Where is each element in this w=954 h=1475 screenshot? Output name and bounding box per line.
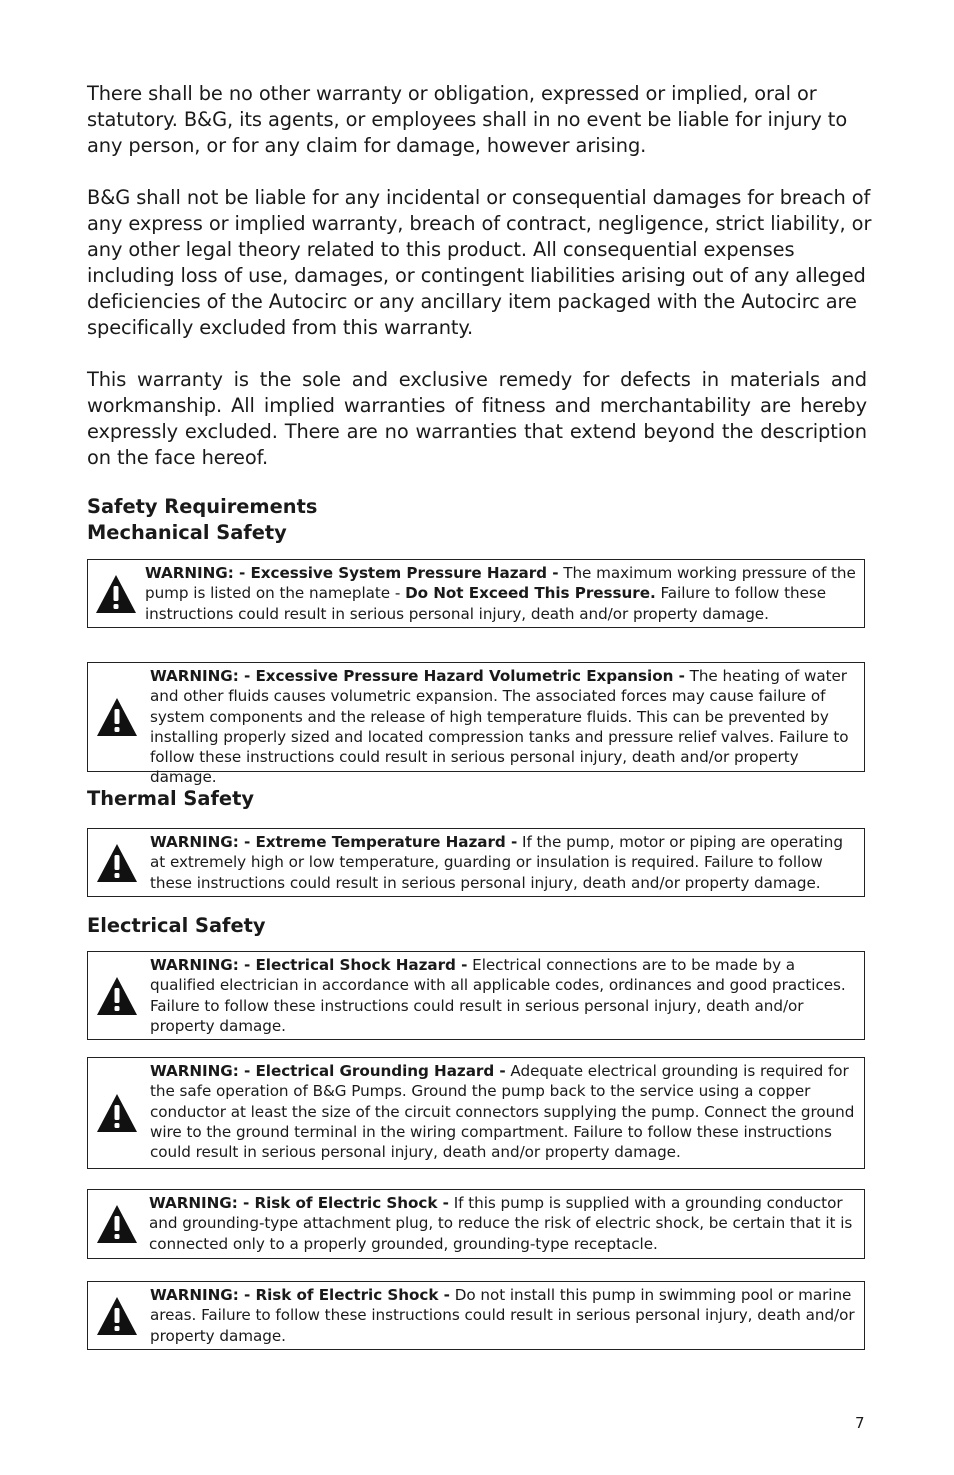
heading-thermal-safety: Thermal Safety <box>87 787 254 810</box>
heading-safety-requirements: Safety Requirements <box>87 495 318 518</box>
warning-triangle-icon <box>95 842 139 884</box>
warning-triangle-icon <box>95 696 139 738</box>
warning-title: WARNING: - Risk of Electric Shock - <box>149 1194 449 1212</box>
warning-text <box>150 1061 858 1162</box>
warning-triangle-icon <box>95 1092 139 1134</box>
warning-body: If this pump is supplied with a grounding conductor and grounding-type attachment plug, to reduce the risk of electric shock, be certain that it is connected only to a properly grounded, grounding-type receptacle. <box>149 1194 853 1253</box>
warning-triangle-icon <box>95 1203 139 1245</box>
warning-text <box>150 666 858 788</box>
page-number: 7 <box>855 1414 865 1432</box>
warning-text <box>150 955 858 1036</box>
warning-emphasis: Do Not Exceed This Pressure. <box>405 584 656 603</box>
warning-box-volumetric-expansion <box>87 662 865 787</box>
warning-body: Electrical connections are to be made by a qualified electrician in accordance with all applicable codes, ordinances and good practices. Failure to follow these instructions could result in serious personal injury, death and/or property damage. <box>150 956 846 1035</box>
warning-box-system-pressure <box>87 559 865 628</box>
warning-body: The maximum working pressure of the pump is listed on the nameplate - <box>145 564 856 603</box>
warranty-paragraph-2: B&G shall not be liable for any incidental or consequential damages for breach of any express or implied warranty, breach of contract, negligence, strict liability, or any other legal theory related to this product. All consequential expenses including loss of use, damages, or contingent liabilities arising out of any alleged deficiencies of the Autocirc or any ancillary item packaged with the Autocirc are specifically excluded from this warranty. <box>87 186 872 339</box>
warning-text <box>150 832 858 893</box>
warning-box-extreme-temperature <box>87 828 865 897</box>
warning-triangle-icon <box>95 975 139 1017</box>
warning-title: WARNING: - Electrical Grounding Hazard - <box>150 1062 506 1080</box>
warning-box-electric-shock-grounding-plug <box>87 1189 865 1259</box>
warning-text <box>149 1193 858 1254</box>
heading-mechanical-safety: Mechanical Safety <box>87 521 287 544</box>
warning-box-electrical-shock <box>87 951 865 1040</box>
warning-triangle-icon <box>95 1295 139 1337</box>
warning-body: If the pump, motor or piping are operating at extremely high or low temperature, guarding or insulation is required. Failure to follow these instructions could result in serious personal injury, death and/or property damage. <box>150 833 843 892</box>
warning-triangle-icon <box>94 573 138 615</box>
heading-electrical-safety: Electrical Safety <box>87 914 266 937</box>
warning-title: WARNING: - Extreme Temperature Hazard - <box>150 833 518 851</box>
warning-body: Do not install this pump in swimming pool or marine areas. Failure to follow these instructions could result in serious personal injury, death and/or property damage. <box>150 1286 855 1345</box>
warning-title: WARNING: - Electrical Shock Hazard - <box>150 956 468 974</box>
warning-body: The heating of water and other fluids causes volumetric expansion. The associated forces may cause failure of system components and the release of high temperature fluids. This can be prevented by installing properly sized and located compression tanks and pressure relief valves. Failure to follow these instructions could result in serious personal injury, death and/or property damage. <box>150 667 849 787</box>
warning-title: WARNING: - Risk of Electric Shock - <box>150 1286 450 1304</box>
warning-title: WARNING: - Excessive System Pressure Hazard - <box>145 564 559 582</box>
warning-body-continued: Failure to follow these instructions could result in serious personal injury, death and/or property damage. <box>145 584 827 623</box>
warranty-paragraph-3: This warranty is the sole and exclusive remedy for defects in materials and workmanship. All implied warranties of fitness and merchantability are hereby expressly excluded. There are no warranties that extend beyond the description on the face hereof. <box>87 368 867 469</box>
warning-box-electric-shock-pool <box>87 1281 865 1350</box>
warning-text <box>150 1285 858 1346</box>
warning-box-electrical-grounding <box>87 1057 865 1169</box>
warning-text <box>145 563 858 624</box>
warning-title: WARNING: - Excessive Pressure Hazard Volumetric Expansion - <box>150 667 685 685</box>
warranty-paragraph-1: There shall be no other warranty or obligation, expressed or implied, oral or statutory. B&G, its agents, or employees shall in no event be liable for injury to any person, or for any claim for damage, however arising. <box>87 82 848 157</box>
warning-body: Adequate electrical grounding is required for the safe operation of B&G Pumps. Ground the pump back to the service using a copper conductor at least the size of the circuit connectors supplying the pump. Connect the ground wire to the ground terminal in the wiring compartment. Failure to follow these instructions could result in serious personal injury, death and/or property damage. <box>150 1062 855 1162</box>
